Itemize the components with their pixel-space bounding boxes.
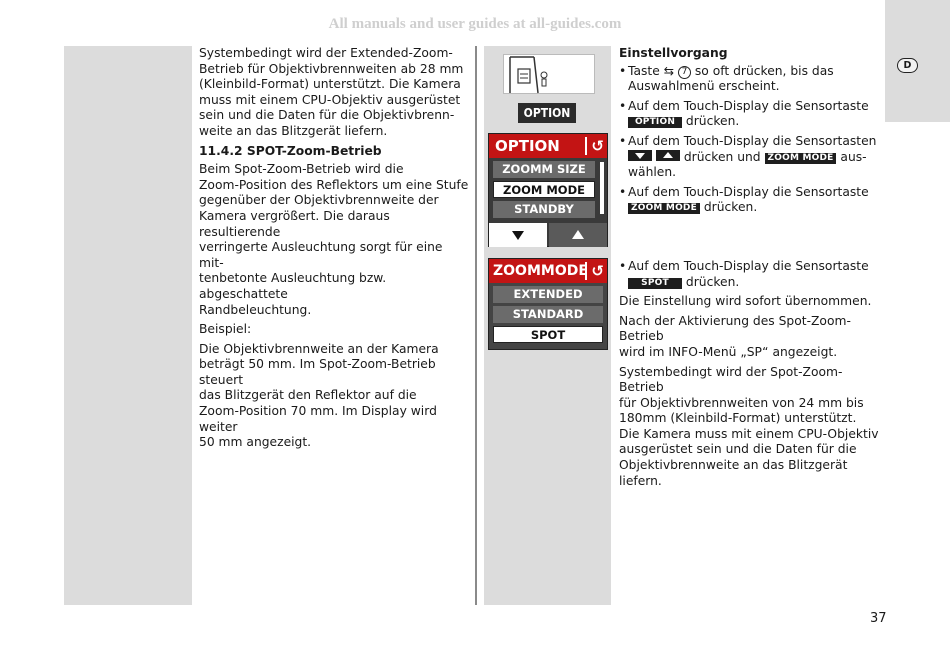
column-divider [475,46,477,605]
left-margin-panel [64,46,192,605]
option-menu-title: OPTION ↺ [489,134,607,158]
toggle-key-icon: ⇆ [663,63,675,78]
example-text: Die Objektivbrennweite an der Kamera beträgt 50 mm. Im Spot-Zoom-Betrieb steuert das Blitzgerät den Reflektor auf die Zoom-Position 70 mm. Im Display wird weiter 50 mm angezeigt. [199,341,439,450]
menu-item-spot[interactable]: SPOT [493,326,603,343]
zoommode-menu-screen [488,258,608,350]
section-heading: 11.4.2 SPOT-Zoom-Betrieb [199,143,382,158]
step-2: • Auf dem Touch-Display die Sensortaste OPTION drücken. [619,99,881,130]
step-5: • Auf dem Touch-Display die Sensortaste SPOT drücken. [619,259,881,290]
example-label: Beispiel: [199,322,252,337]
note-applied: Die Einstellung wird sofort übernommen. [619,294,872,309]
menu-item-zoom-mode[interactable]: ZOOM MODE [493,181,595,198]
menu-item-extended[interactable]: EXTENDED [493,286,603,303]
chapter-tab [885,0,950,122]
menu-item-standard[interactable]: STANDARD [493,306,603,323]
note-info-menu: Nach der Aktivierung des Spot-Zoom-Betrieb wird im INFO-Menü „SP“ angezeigt. [619,313,851,359]
back-arrow-icon[interactable]: ↺ [585,137,604,155]
right-column [619,46,881,493]
up-arrow-icon[interactable] [549,223,607,247]
note-system-support: Systembedingt wird der Spot-Zoom-Betrieb für Objektivbrennweiten von 24 mm bis 180mm (Kleinbild-Format) unterstützt. Die Kamera muss mit einem CPU-Objektiv ausgerüstet sein und die Daten für die Objektivbrennweite an das Blitzgerät liefern. [619,364,879,488]
menu-item-zoom-size[interactable]: ZOOMM SIZE [493,161,595,178]
watermark: All manuals and user guides at all-guides.com [328,16,622,32]
option-touch-key[interactable]: OPTION [518,103,576,123]
down-arrow-icon[interactable] [489,223,547,247]
nav-row [489,223,607,247]
zoom-mode-key-label: ZOOM MODE [628,203,700,214]
spot-zoom-description: Beim Spot-Zoom-Betrieb wird die Zoom-Position des Reflektors um eine Stufe gegenüber der Objektivbrennweite der Kamera vergrößert. Die daraus resultierende verringerte Ausleuchtung sorgt für eine mit- tenbetonte Ausleuchtung bzw. abgeschattete Randbeleuchtung. [199,162,469,317]
key-number-badge: 7 [678,66,691,79]
zoom-mode-key-label: ZOOM MODE [765,153,837,164]
procedure-heading: Einstellvorgang [619,46,728,60]
option-menu-list [489,161,599,218]
page-number: 37 [870,611,887,626]
extended-zoom-note: Systembedingt wird der Extended-Zoom- Betrieb für Objektivbrennweiten ab 28 mm (Kleinbild-Format) unterstützt. Die Kamera muss mit einem CPU-Objektiv ausgerüstet sein und die Daten für die Objektivbrenn- weite an das Blitzgerät liefern. [199,46,464,138]
zoommode-menu-title: ZOOMMODE ↺ [489,259,607,283]
option-menu-screen [488,133,608,247]
menu-item-standby[interactable]: STANDBY [493,201,595,218]
left-column [199,46,469,455]
language-badge: D [897,58,918,73]
down-arrow-icon [628,150,652,161]
flash-unit-illustration [503,54,595,94]
scrollbar[interactable] [600,162,604,214]
step-4: • Auf dem Touch-Display die Sensortaste ZOOM MODE drücken. [619,185,881,216]
spot-key-label: SPOT [628,278,682,289]
step-1: • Taste ⇆ 7 so oft drücken, bis das Auswahlmenü erscheint. [619,64,881,95]
back-arrow-icon[interactable]: ↺ [585,262,604,280]
option-key-label: OPTION [628,117,682,128]
up-arrow-icon [656,150,680,161]
step-3: • Auf dem Touch-Display die Sensortasten drücken und ZOOM MODE aus- wählen. [619,134,881,181]
